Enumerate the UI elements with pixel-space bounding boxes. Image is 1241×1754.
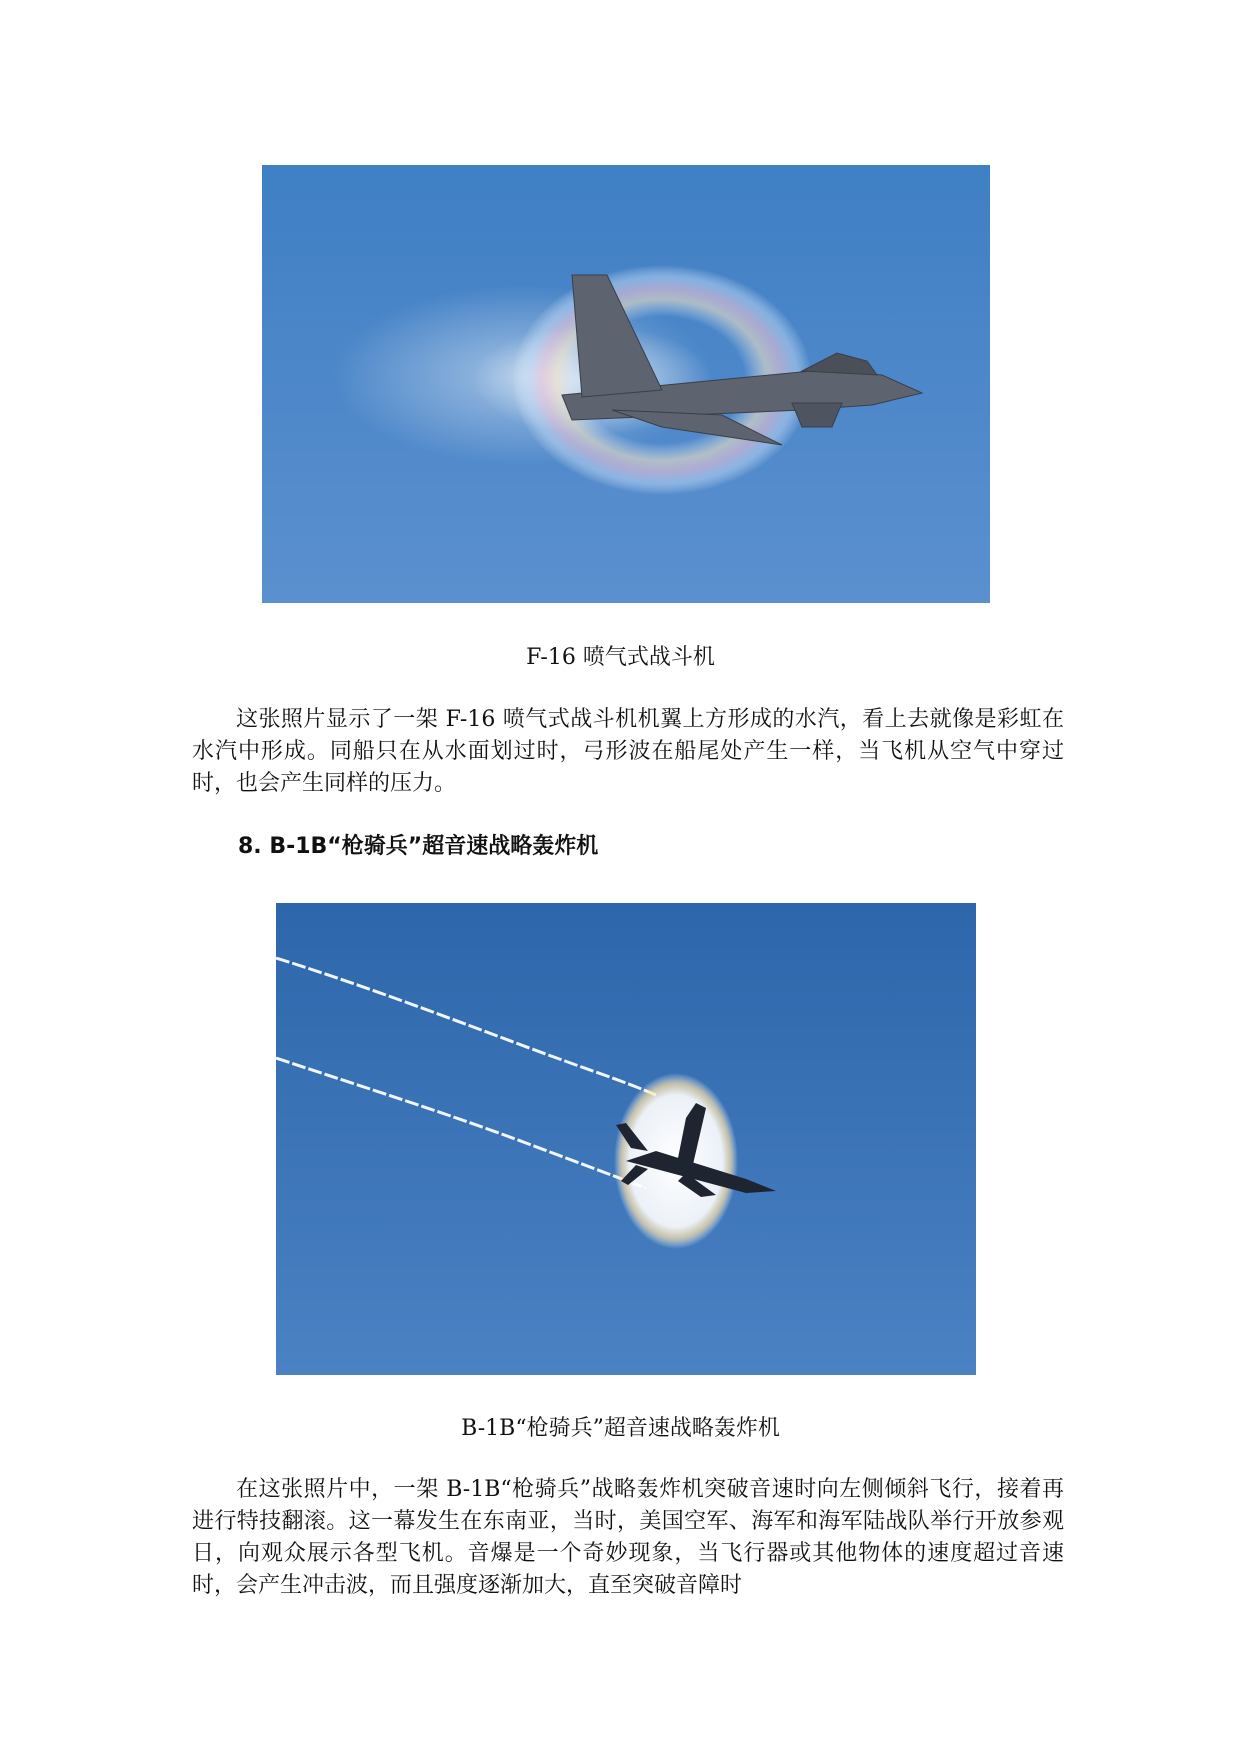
f16-photo — [262, 165, 990, 603]
f16-photo-illustration — [262, 165, 990, 603]
b1b-photo-illustration — [276, 903, 976, 1375]
f16-caption: F-16 喷气式战斗机 — [526, 645, 715, 670]
b1b-description-paragraph: 在这张照片中，一架 B-1B“枪骑兵”战略轰炸机突破音速时向左侧倾斜飞行，接着再进行特技翻滚。这一幕发生在东南亚，当时，美国空军、海军和海军陆战队举行开放参观日，向观众展示各型飞机。音爆是一个奇妙现象，当飞行器或其他物体的速度超过音速时，会产生冲击波，而且强度逐渐加大，直至突破音障时 — [192, 1477, 1064, 1598]
b1b-photo — [276, 903, 976, 1375]
section-heading-b1b: 8. B-1B“枪骑兵”超音速战略轰炸机 — [238, 834, 599, 859]
b1b-caption: B-1B“枪骑兵”超音速战略轰炸机 — [461, 1416, 780, 1441]
f16-description-paragraph: 这张照片显示了一架 F-16 喷气式战斗机机翼上方形成的水汽，看上去就像是彩虹在水汽中形成。同船只在从水面划过时，弓形波在船尾处产生一样，当飞机从空气中穿过时，也会产生同样的压力。 — [192, 707, 1064, 796]
